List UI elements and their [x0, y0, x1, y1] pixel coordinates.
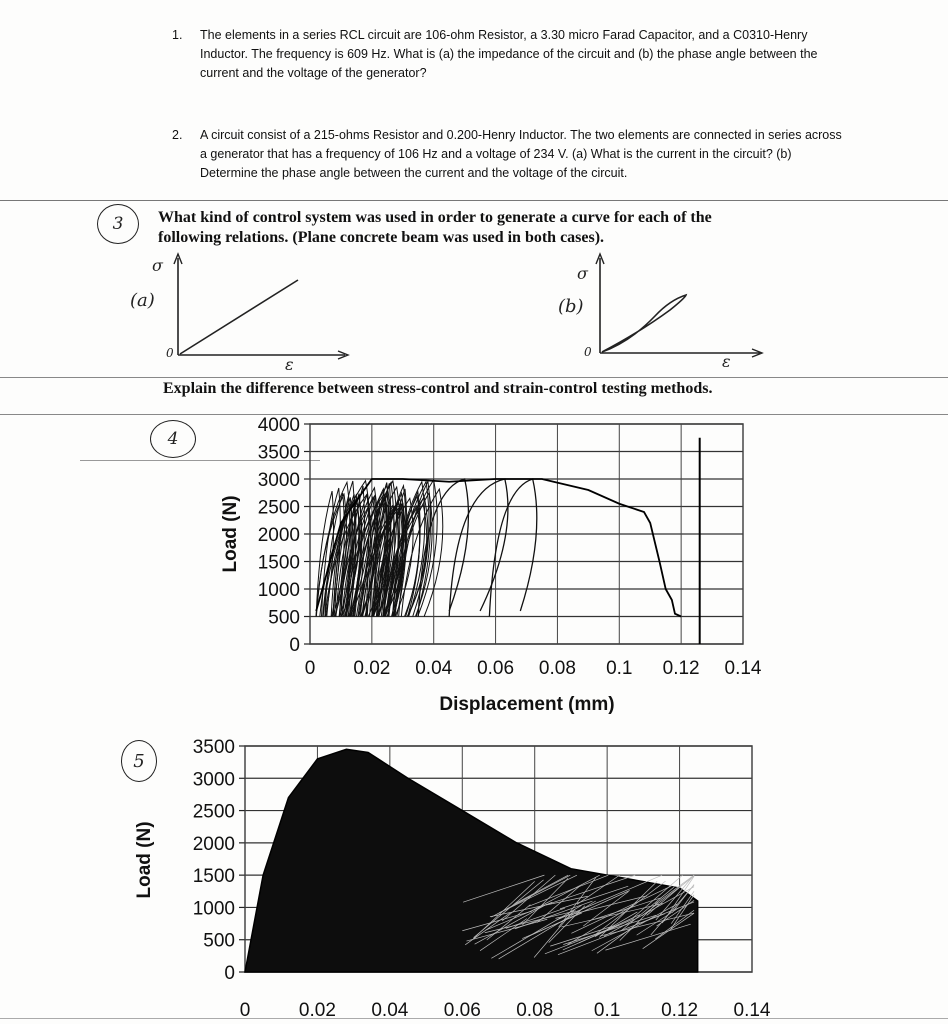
sketch-a-origin: 0: [166, 346, 174, 360]
chart-q4-y-axis-label: Load (N): [220, 495, 241, 573]
sketch-b-x-symbol: ε: [722, 352, 731, 371]
question-2-text: A circuit consist of a 215-ohms Resistor and 0.200-Henry Inductor. The two elements are connected in series across a generator that has a frequency of 106 Hz and a voltage of 234 V. (a) What is the current in the circuit? (b) Determine the phase angle between the current and the voltage of the circuit.: [200, 128, 842, 180]
sketch-a-curve: [180, 280, 298, 354]
question-1-number: 1.: [172, 28, 183, 42]
series-envelope-fill: [245, 749, 698, 972]
chart-q4: [0, 400, 948, 720]
y-tick-label: 3000: [257, 470, 300, 491]
x-tick-label: 0.1: [606, 658, 633, 679]
sketch-b-label: (b): [558, 296, 584, 317]
x-tick-label: 0.06: [477, 658, 515, 679]
x-tick-label: 0.12: [662, 658, 700, 679]
divider-line: [0, 200, 948, 201]
x-tick-label: 0.04: [415, 658, 453, 679]
y-tick-label: 1000: [192, 898, 235, 920]
y-tick-label: 3000: [192, 769, 235, 791]
chart-q5: [0, 720, 948, 1024]
question-5-circled-number: 5: [121, 740, 157, 782]
sketch-a-x-symbol: ε: [285, 355, 294, 374]
y-tick-label: 0: [224, 963, 235, 984]
x-tick-label: 0.02: [298, 1000, 336, 1021]
x-tick-label: 0: [239, 1000, 251, 1021]
y-tick-label: 2000: [192, 833, 235, 855]
y-tick-label: 1500: [257, 552, 300, 574]
y-tick-label: 3500: [192, 737, 235, 758]
y-tick-label: 2500: [192, 801, 235, 823]
x-tick-label: 0.08: [538, 658, 576, 679]
y-tick-label: 500: [268, 607, 300, 629]
y-tick-label: 500: [203, 930, 235, 952]
sketch-b-y-symbol: σ: [577, 264, 588, 283]
chart-q4-x-axis-label: Displacement (mm): [439, 694, 615, 715]
hysteresis-loop-wide: [489, 479, 536, 617]
x-tick-label: 0.12: [661, 1000, 699, 1021]
chart-q5-y-axis-label: Load (N): [134, 821, 155, 899]
x-tick-label: 0.14: [724, 658, 762, 679]
x-tick-label: 0.04: [371, 1000, 409, 1021]
question-2: [172, 126, 850, 183]
question-3-text: What kind of control system was used in order to generate a curve for each of the following relations. (Plane concrete beam was used in both cases).: [158, 209, 712, 246]
sketch-b-curve: [602, 295, 686, 352]
sketch-a-label: (a): [130, 290, 155, 311]
question-1-text: The elements in a series RCL circuit are 106-ohm Resistor, a 3.30 micro Farad Capacitor, and a C0310-Henry Inductor. The frequency is 609 Hz. What is (a) the impedance of the circuit and (b) the phase angle between the current and the voltage of the generator?: [200, 28, 818, 80]
x-tick-label: 0.06: [443, 1000, 481, 1021]
question-1: [172, 26, 850, 83]
y-tick-label: 1000: [257, 580, 300, 601]
sketch-a-y-symbol: σ: [152, 256, 163, 275]
sketch-b: [560, 250, 780, 370]
y-tick-label: 1500: [192, 866, 235, 888]
x-tick-label: 0.14: [733, 1000, 771, 1021]
y-tick-label: 2000: [257, 525, 300, 546]
question-3-circled-number: 3: [97, 204, 139, 244]
divider-line: [0, 377, 948, 378]
x-tick-label: 0.08: [516, 1000, 554, 1021]
y-tick-label: 0: [289, 635, 300, 656]
y-tick-label: 2500: [257, 497, 300, 519]
x-tick-label: 0.02: [353, 658, 391, 679]
question-4-circled-number: 4: [150, 420, 196, 458]
x-tick-label: 0: [304, 658, 316, 679]
x-tick-label: 0.1: [593, 1000, 621, 1021]
question-2-number: 2.: [172, 128, 183, 142]
question-3-explain-text: Explain the difference between stress-control and strain-control testing methods.: [163, 380, 713, 397]
hysteresis-loop-wide: [449, 479, 508, 617]
y-tick-label: 4000: [257, 415, 300, 436]
sketch-b-origin: 0: [584, 345, 592, 359]
y-tick-label: 3500: [257, 442, 300, 464]
